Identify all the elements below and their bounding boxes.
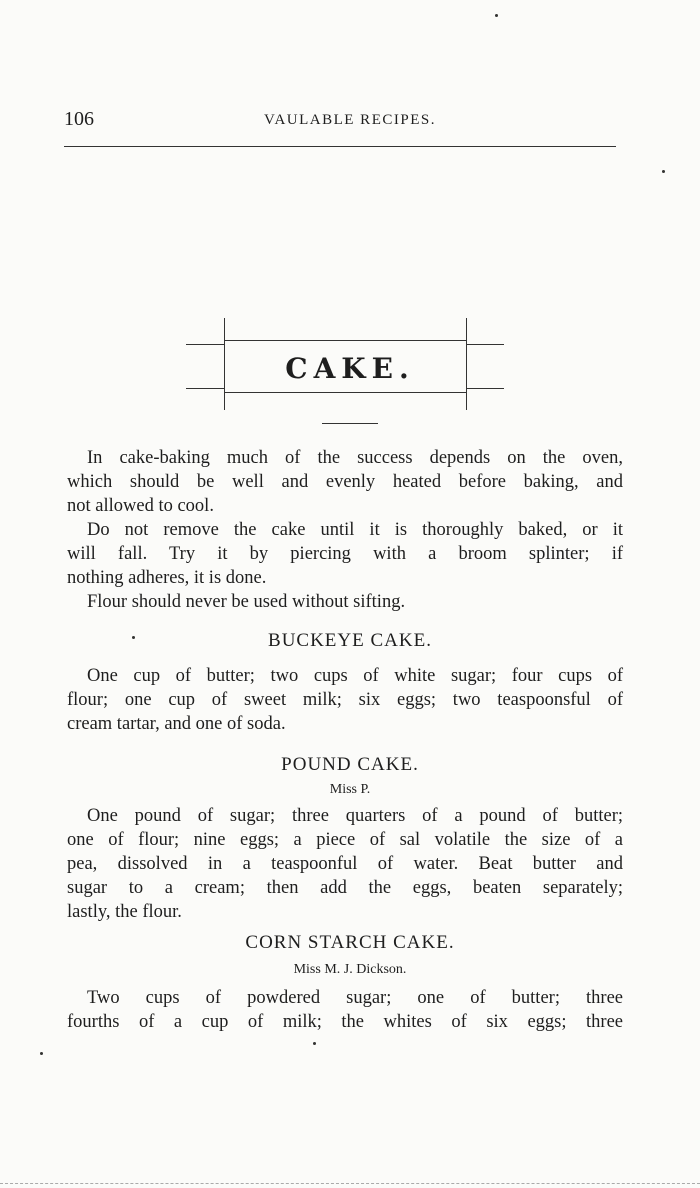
text-line: One pound of sugar; three quarters of a pound of butter; <box>87 806 623 826</box>
print-speck <box>495 14 498 17</box>
recipe-body-corn-starch-cake <box>67 986 623 1034</box>
header-rule <box>64 146 616 147</box>
text-line: nothing adheres, it is done. <box>67 568 267 588</box>
recipe-byline-corn-starch-cake: Miss M. J. Dickson. <box>293 962 407 977</box>
text-line: which should be well and evenly heated before baking, and <box>67 472 623 492</box>
text-line: fourths of a cup of milk; the whites of six eggs; three <box>67 1012 623 1032</box>
print-speck <box>132 636 135 639</box>
title-frame-tick <box>466 388 504 389</box>
print-speck <box>313 1042 316 1045</box>
recipe-body-pound-cake <box>67 804 623 924</box>
section-title: CAKE. <box>285 352 415 385</box>
intro-paragraph <box>67 518 623 590</box>
title-underline <box>322 423 378 424</box>
text-line: pea, dissolved in a teaspoonful of water. Beat butter and <box>67 854 623 874</box>
text-line: In cake-baking much of the success depends on the oven, <box>87 448 623 468</box>
intro-paragraph <box>67 446 623 518</box>
recipe-byline-pound-cake: Miss P. <box>329 782 371 797</box>
text-line: flour; one cup of sweet milk; six eggs; two teaspoonsful of <box>67 690 623 710</box>
text-line: not allowed to cool. <box>67 496 214 516</box>
recipe-title-pound-cake: POUND CAKE. <box>281 754 419 775</box>
intro-paragraph <box>67 590 623 614</box>
text-line: one of flour; nine eggs; a piece of sal volatile the size of a <box>67 830 623 850</box>
text-line: will fall. Try it by piercing with a broom splinter; if <box>67 544 623 564</box>
page-bottom-edge <box>0 1183 700 1184</box>
title-frame-bottom-line <box>224 392 466 393</box>
print-speck <box>662 170 665 173</box>
text-line: One cup of butter; two cups of white sugar; four cups of <box>87 666 623 686</box>
page-number: 106 <box>64 108 94 130</box>
running-title: VAULABLE RECIPES. <box>264 112 436 128</box>
text-line: Flour should never be used without sifting. <box>87 592 406 612</box>
recipe-body-buckeye-cake <box>67 664 623 736</box>
title-frame-tick <box>466 344 504 345</box>
text-line: lastly, the flour. <box>67 902 182 922</box>
text-line: cream tartar, and one of soda. <box>67 714 286 734</box>
title-frame-top-line <box>224 340 466 341</box>
title-frame-tick <box>186 344 224 345</box>
recipe-title-corn-starch-cake: CORN STARCH CAKE. <box>245 932 455 953</box>
title-frame-tick <box>186 388 224 389</box>
recipe-title-buckeye-cake: BUCKEYE CAKE. <box>268 630 432 651</box>
text-line: Two cups of powdered sugar; one of butter; three <box>87 988 623 1008</box>
print-speck <box>40 1052 43 1055</box>
text-line: sugar to a cream; then add the eggs, beaten separately; <box>67 878 623 898</box>
text-line: Do not remove the cake until it is thoroughly baked, or it <box>87 520 623 540</box>
